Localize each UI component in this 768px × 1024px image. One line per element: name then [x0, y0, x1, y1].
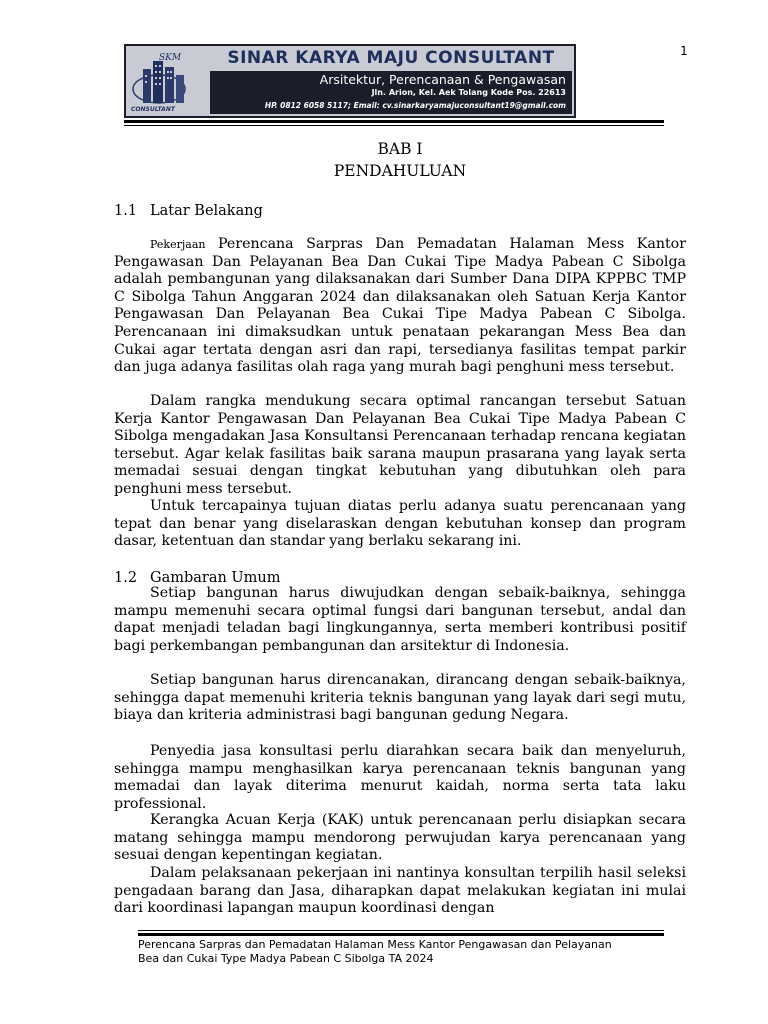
letterhead-info-band [210, 71, 572, 114]
chapter-title: PENDAHULUAN [333, 162, 467, 180]
section-title: Gambaran Umum [150, 570, 281, 586]
company-address: Jln. Arion, Kel. Aek Tolang Kode Pos. 22613 [371, 88, 566, 97]
logo-caption: CONSULTANT [131, 106, 175, 113]
paragraph-1-2-e: Dalam pelaksanaan pekerjaan ini nantinya konsultan terpilih hasil seleksi pengadaan barang dan Jasa, diharapkan dapat melakukan kegiatan ini mulai dari koordinasi lapangan maupun koordinasi dengan [114, 865, 686, 917]
paragraph-1-1-a [114, 236, 686, 377]
company-services: Arsitektur, Perencanaan & Pengawasan [319, 72, 566, 87]
chapter-label: BAB I [377, 140, 423, 158]
section-number: 1.2 [114, 570, 138, 586]
company-name: SINAR KARYA MAJU CONSULTANT [227, 48, 555, 68]
header-rule-thin [124, 125, 664, 126]
section-number: 1.1 [114, 203, 138, 219]
page-footer [138, 938, 664, 966]
section-heading-1-1 [114, 202, 263, 220]
footer-line-2: Bea dan Cukai Type Madya Pabean C Sibolga TA 2024 [138, 952, 434, 965]
paragraph-1-2-a: Setiap bangunan harus diwujudkan dengan sebaik-baiknya, sehingga mampu memenuhi secara optimal fungsi dari bangunan tersebut, andal dan dapat menjadi teladan bagi lingkungannya, serta memberi kontribusi positif bagi perkembangan pembangunan dan arsitektur di Indonesia. [114, 585, 686, 654]
section-title: Latar Belakang [150, 203, 263, 219]
footer-rule-thin [138, 930, 664, 931]
paragraph-text: Perencana Sarpras Dan Pemadatan Halaman Mess Kantor Pengawasan Dan Pelayanan Bea Dan Cukai Tipe Madya Pabean C Sibolga adalah pembangunan yang dilaksanakan dari Sumber Dana DIPA KPPBC TMP C Sibolga Tahun Anggaran 2024 dan dilaksanakan oleh Satuan Kerja Kantor Pengawasan Dan Pelayanan Bea Cukai Tipe Madya Pabean C Sibolga. Perencanaan ini dimaksudkan untuk penataan pekarangan Mess Bea dan Cukai agar tertata dengan asri dan rapi, tersedianya fasilitas tempat parkir dan juga adanya fasilitas olah raga yang murah bagi penghuni mess tersebut. [114, 236, 686, 376]
footer-line-1: Perencana Sarpras dan Pemadatan Halaman Mess Kantor Pengawasan dan Pelayanan [138, 938, 612, 951]
logo-text: SKM [159, 53, 182, 63]
footer-rule-thick [138, 933, 664, 936]
paragraph-1-1-b: Dalam rangka mendukung secara optimal rancangan tersebut Satuan Kerja Kantor Pengawasan Dan Pelayanan Bea Cukai Tipe Madya Pabean C Sibolga mengadakan Jasa Konsultansi Perencanaan terhadap rencana kegiatan tersebut. Agar kelak fasilitas baik sarana maupun prasarana yang layak serta memadai sesuai dengan tingkat kebutuhan yang dibutuhkan oleh para penghuni mess tersebut. [114, 393, 686, 497]
paragraph-1-2-d: Kerangka Acuan Kerja (KAK) untuk perencanaan perlu disiapkan secara matang sehingga mampu mendorong perwujudan karya perencanaan yang sesuai dengan kepentingan kegiatan. [114, 812, 686, 864]
header-rule-thick [124, 120, 664, 123]
page-number: 1 [680, 44, 688, 58]
paragraph-lead-word: Pekerjaan [150, 238, 206, 251]
paragraph-1-2-b: Setiap bangunan harus direncanakan, dirancang dengan sebaik-baiknya, sehingga dapat memenuhi kriteria teknis bangunan yang layak dari segi mutu, biaya dan kriteria administrasi bagi bangunan gedung Negara. [114, 672, 686, 724]
paragraph-1-1-c: Untuk tercapainya tujuan diatas perlu adanya suatu perencanaan yang tepat dan benar yang diselaraskan dengan kebutuhan konsep dan program dasar, ketentuan dan standar yang berlaku sekarang ini. [114, 498, 686, 550]
letterhead-banner [124, 44, 576, 118]
paragraph-1-2-c: Penyedia jasa konsultasi perlu diarahkan secara baik dan menyeluruh, sehingga mampu menghasilkan karya perencanaan teknis bangunan yang memadai dan layak diterima menurut kaidah, norma serta tata laku professional. [114, 743, 686, 812]
company-logo [129, 49, 207, 113]
company-contact: HP. 0812 6058 5117; Email: cv.sinarkaryamajuconsultant19@gmail.com [264, 101, 566, 110]
